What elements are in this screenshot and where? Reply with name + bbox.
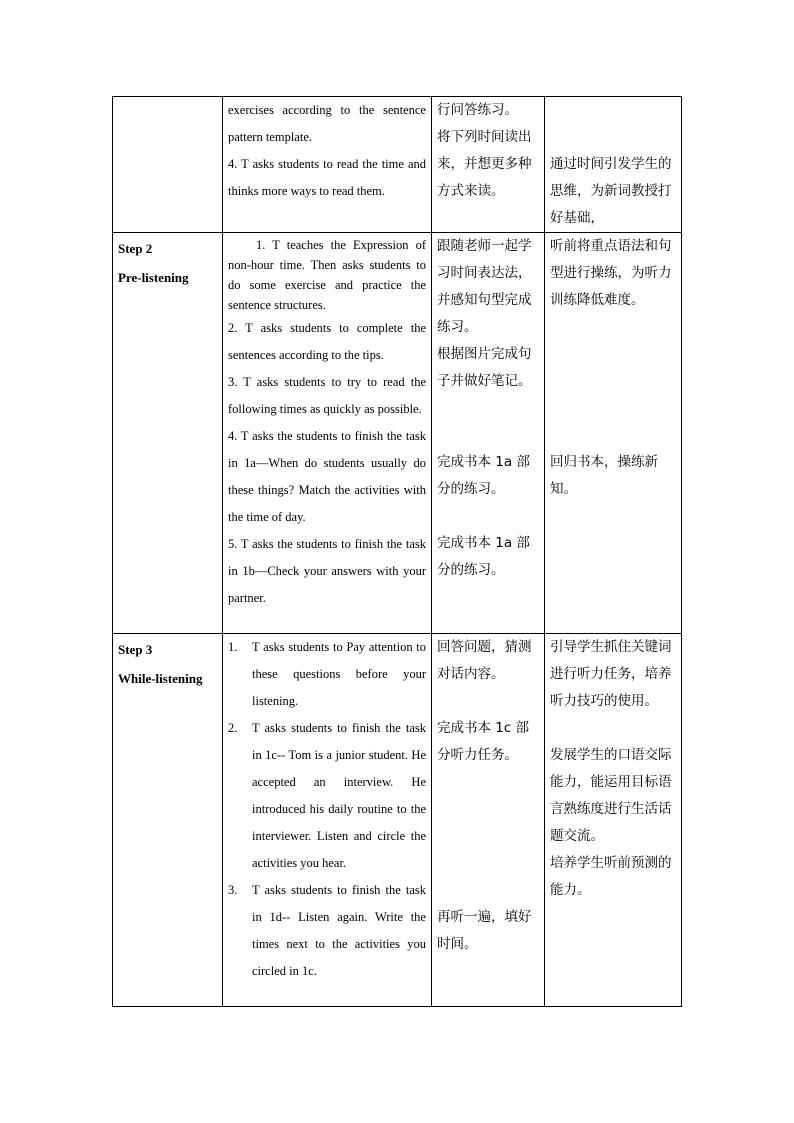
student-text: 跟随老师一起学习时间表达法，并感知句型完成练习。 — [437, 238, 532, 335]
item-number: 2. — [228, 721, 238, 735]
teacher-text: 4. T asks students to read the time and thinks more ways to read them. — [228, 157, 426, 198]
table-row — [113, 634, 682, 1007]
purpose-text: 发展学生的口语交际能力，能运用目标语言熟练度进行生活话题交流。 — [550, 747, 672, 844]
teacher-activity-cell — [223, 233, 432, 634]
lesson-plan-table — [112, 96, 682, 1007]
purpose-text: 引导学生抓住关键词进行听力任务，培养听力技巧的使用。 — [550, 639, 672, 709]
student-activity-cell — [432, 97, 545, 233]
teacher-text: 4. T asks the students to finish the task in 1a—When do students usually do these things? Match the activities with the time of day. — [228, 429, 426, 524]
student-text: 将下列时间读出来，并想更多种方式来读。 — [437, 129, 532, 199]
item-number: 3. — [228, 883, 238, 897]
list-item — [228, 877, 426, 985]
step-cell — [113, 634, 223, 1007]
teacher-activity-cell — [223, 634, 432, 1007]
item-text: T asks students to Pay attention to these questions before your listening. — [252, 640, 426, 708]
purpose-cell — [545, 233, 682, 634]
table-row — [113, 97, 682, 233]
step-title — [118, 99, 217, 101]
student-text: 完成书本 1a 部分的练习。 — [437, 535, 530, 578]
item-text: T asks students to finish the task in 1c-- Tom is a junior student. He accepted an interview. He introduced his daily routine to the interviewer. Listen and circle the activities you hear. — [252, 721, 426, 870]
student-text: 完成书本 1c 部分听力任务。 — [437, 720, 530, 763]
student-text: 回答问题，猜测对话内容。 — [437, 639, 532, 682]
step-label: Step 3 — [118, 642, 153, 657]
purpose-text: 听前将重点语法和句型进行操练，为听力训练降低难度。 — [550, 238, 672, 308]
item-number: 1. — [228, 640, 238, 654]
purpose-text: 通过时间引发学生的思维，为新词教授打好基础， — [550, 156, 672, 226]
step-cell — [113, 233, 223, 634]
purpose-cell — [545, 97, 682, 233]
item-text: T asks students to finish the task in 1d-- Listen again. Write the times next to the activities you circled in 1c. — [252, 883, 426, 978]
step-cell — [113, 97, 223, 233]
purpose-cell — [545, 634, 682, 1007]
purpose-text: 回归书本，操练新知。 — [550, 454, 658, 497]
teacher-text: 1. T teaches the Expression of non-hour time. Then asks students to do some exercise and practice the sentence structures. — [228, 238, 426, 312]
step-title: Pre-listening — [118, 270, 189, 285]
purpose-text: 培养学生听前预测的能力。 — [550, 855, 672, 898]
teacher-activity-cell — [223, 97, 432, 233]
list-item — [228, 715, 426, 877]
student-text: 行问答练习。 — [437, 102, 518, 118]
student-text: 完成书本 1a 部分的练习。 — [437, 454, 530, 497]
teacher-text: exercises according to the sentence pattern template. — [228, 103, 426, 144]
teacher-text: 3. T asks students to try to read the following times as quickly as possible. — [228, 375, 426, 416]
teacher-text: 2. T asks students to complete the sentences according to the tips. — [228, 321, 426, 362]
teacher-activity-list — [228, 634, 426, 985]
step-title: While-listening — [118, 671, 203, 686]
table-row — [113, 233, 682, 634]
student-activity-cell — [432, 634, 545, 1007]
step-label: Step 2 — [118, 241, 153, 256]
teacher-text: 5. T asks the students to finish the task in 1b—Check your answers with your partner. — [228, 537, 426, 605]
student-text: 再听一遍，填好时间。 — [437, 909, 532, 952]
student-text: 根据图片完成句子并做好笔记。 — [437, 346, 532, 389]
list-item — [228, 634, 426, 715]
student-activity-cell — [432, 233, 545, 634]
